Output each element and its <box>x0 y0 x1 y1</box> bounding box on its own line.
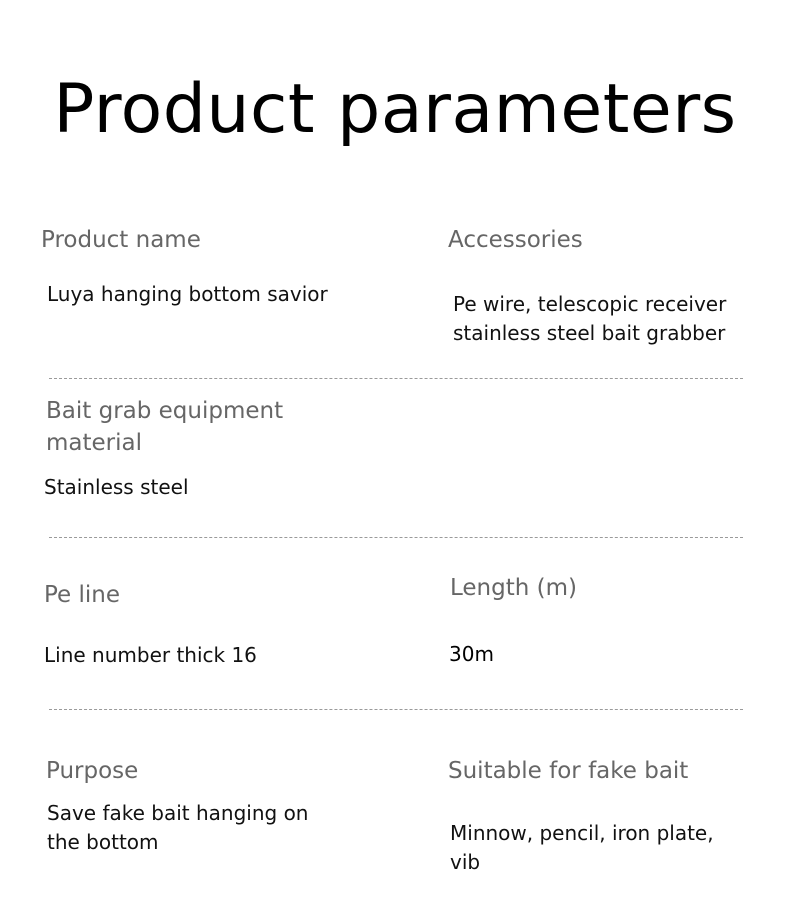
row-divider <box>49 709 743 710</box>
accessories-label: Accessories <box>448 227 583 253</box>
purpose-label: Purpose <box>46 758 139 784</box>
suitable-bait-value-line1: Minnow, pencil, iron plate, <box>450 821 714 845</box>
pe-line-label: Pe line <box>44 582 121 608</box>
accessories-value-line1: Pe wire, telescopic receiver <box>453 292 727 316</box>
bait-grab-material-value: Stainless steel <box>44 475 189 499</box>
purpose-value-line2: the bottom <box>47 830 159 854</box>
length-value: 30m <box>449 642 494 666</box>
bait-grab-material-label-line2: material <box>46 430 142 456</box>
length-label: Length (m) <box>450 575 577 601</box>
row-divider <box>49 537 743 538</box>
page-title: Product parameters <box>53 70 737 149</box>
accessories-value-line2: stainless steel bait grabber <box>453 321 726 345</box>
product-name-value: Luya hanging bottom savior <box>47 282 328 306</box>
suitable-bait-value-line2: vib <box>450 850 481 874</box>
row-divider <box>49 378 743 379</box>
suitable-bait-label: Suitable for fake bait <box>448 758 689 784</box>
bait-grab-material-label-line1: Bait grab equipment <box>46 398 284 424</box>
purpose-value-line1: Save fake bait hanging on <box>47 801 309 825</box>
pe-line-value: Line number thick 16 <box>44 643 257 667</box>
product-name-label: Product name <box>41 227 201 253</box>
